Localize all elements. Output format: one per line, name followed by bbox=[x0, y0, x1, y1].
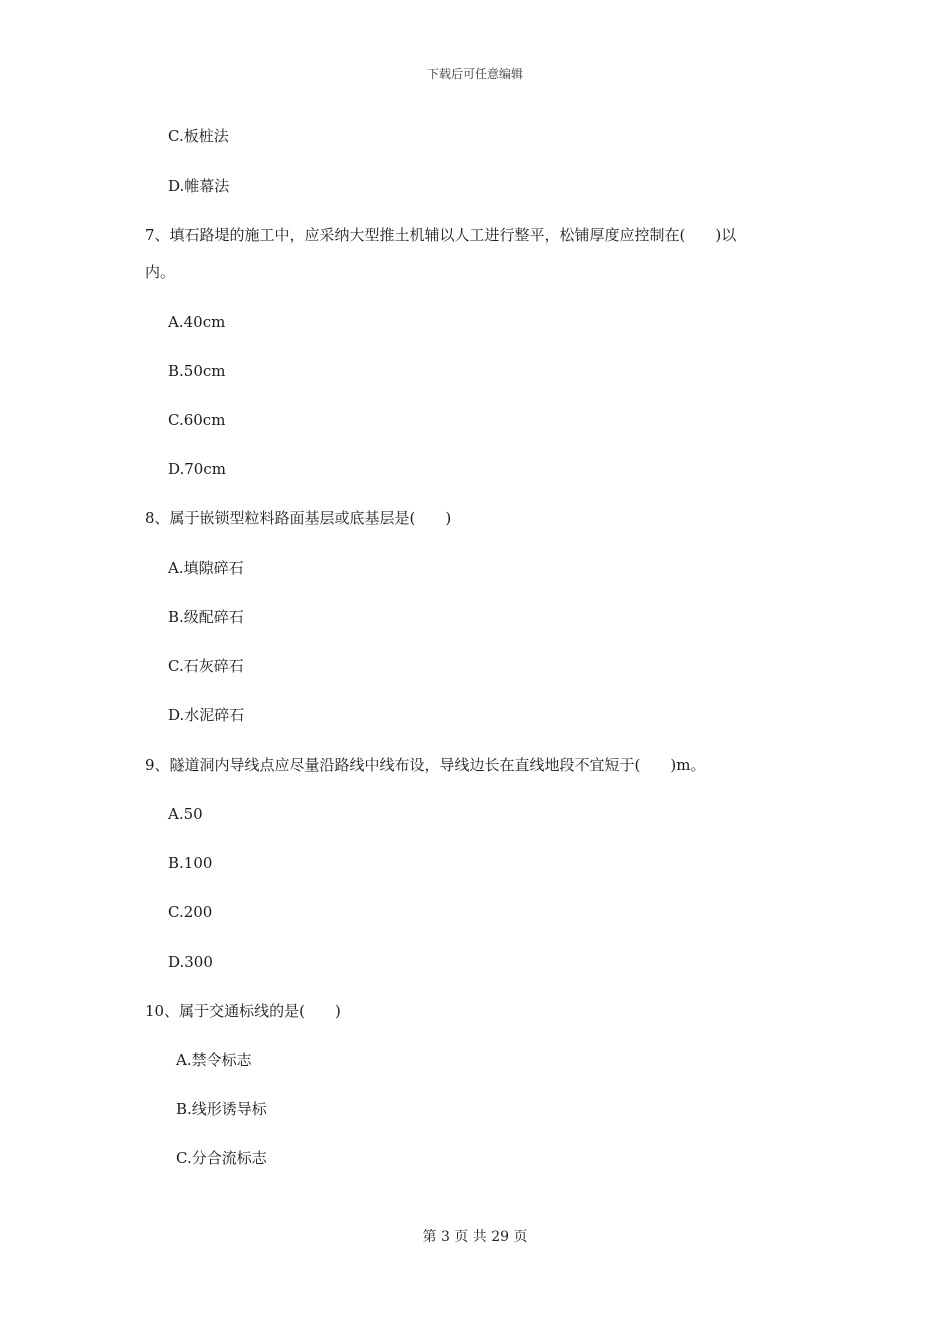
q10-option-b: B.线形诱导标 bbox=[176, 1100, 267, 1118]
q7-option-d: D.70cm bbox=[168, 460, 226, 478]
q7-question-cont: 内。 bbox=[145, 263, 176, 281]
q8-option-c: C.石灰碎石 bbox=[168, 657, 244, 675]
q6-option-c: C.板桩法 bbox=[168, 127, 229, 145]
q6-option-d: D.帷幕法 bbox=[168, 177, 230, 195]
q10-option-a: A.禁令标志 bbox=[176, 1051, 252, 1069]
q9-option-c: C.200 bbox=[168, 903, 213, 921]
q9-option-b: B.100 bbox=[168, 854, 213, 872]
page-header: 下载后可任意编辑 bbox=[426, 67, 523, 81]
q8-option-a: A.填隙碎石 bbox=[168, 559, 244, 577]
q9-option-d: D.300 bbox=[168, 953, 213, 971]
q10-question: 10、属于交通标线的是( ) bbox=[145, 1002, 341, 1020]
q7-option-b: B.50cm bbox=[168, 362, 226, 380]
q8-option-b: B.级配碎石 bbox=[168, 608, 244, 626]
q9-question: 9、隧道洞内导线点应尽量沿路线中线布设，导线边长在直线地段不宜短于( )m。 bbox=[145, 756, 706, 774]
q7-option-a: A.40cm bbox=[168, 313, 226, 331]
q10-option-c: C.分合流标志 bbox=[176, 1149, 267, 1167]
q9-option-a: A.50 bbox=[168, 805, 203, 823]
q7-question: 7、填石路堤的施工中，应采纳大型推土机辅以人工进行整平，松铺厚度应控制在( )以 bbox=[145, 226, 737, 244]
q8-option-d: D.水泥碎石 bbox=[168, 706, 245, 724]
q7-option-c: C.60cm bbox=[168, 411, 226, 429]
page-footer: 第 3 页 共 29 页 bbox=[422, 1229, 528, 1245]
q8-question: 8、属于嵌锁型粒料路面基层或底基层是( ) bbox=[145, 509, 452, 527]
